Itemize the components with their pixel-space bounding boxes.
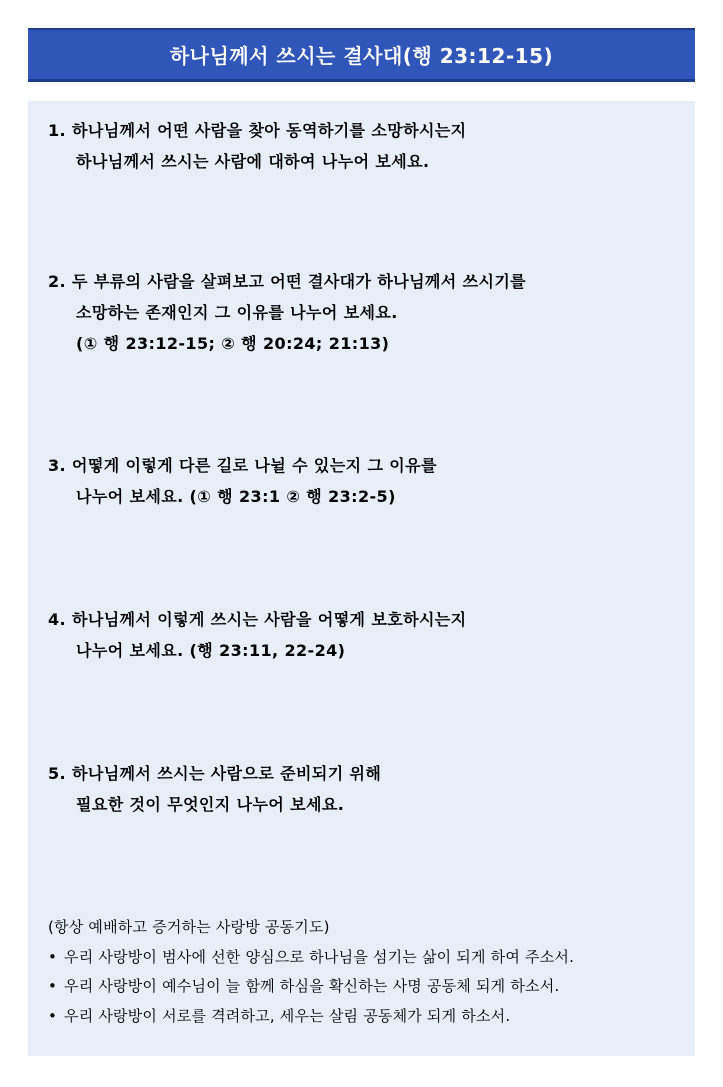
prayer-section [48, 913, 688, 1031]
question-2-line-2: 소망하는 존재인지 그 이유를 나누어 보세요. [76, 303, 398, 322]
question-4-line-2: 나누어 보세요. (행 23:11, 22-24) [76, 641, 346, 660]
question-5 [48, 758, 688, 820]
bullet-icon: • [48, 1006, 58, 1025]
question-2-line-1: 2. 두 부류의 사람을 살펴보고 어떤 결사대가 하나님께서 쓰시기를 [48, 272, 527, 291]
question-2-line-3: (① 행 23:12-15; ② 행 20:24; 21:13) [76, 334, 390, 353]
prayer-item-text: 우리 사랑방이 예수님이 늘 함께 하심을 확신하는 사명 공동체 되게 하소서. [64, 977, 560, 995]
bullet-icon: • [48, 947, 58, 966]
bullet-icon: • [48, 977, 58, 995]
prayer-item [48, 972, 688, 1002]
question-5-line-2: 필요한 것이 무엇인지 나누어 보세요. [76, 795, 345, 814]
prayer-item-text: 우리 사랑방이 범사에 선한 양심으로 하나님을 섬기는 삶이 되게 하여 주소서. [64, 947, 575, 966]
prayer-item [48, 943, 688, 973]
question-1-line-2: 하나님께서 쓰시는 사람에 대하여 나누어 보세요. [76, 152, 430, 171]
question-1-line-1: 1. 하나님께서 어떤 사람을 찾아 동역하기를 소망하시는지 [48, 121, 467, 140]
question-2 [48, 266, 688, 359]
question-1 [48, 115, 688, 177]
question-3-line-1: 3. 어떻게 이렇게 다른 길로 나뉠 수 있는지 그 이유를 [48, 456, 437, 475]
page-title: 하나님께서 쓰시는 결사대(행 23:12-15) [169, 44, 554, 68]
prayer-item [48, 1002, 688, 1032]
prayer-item-text: 우리 사랑방이 서로를 격려하고, 세우는 살림 공동체가 되게 하소서. [64, 1006, 511, 1025]
title-banner [28, 28, 695, 82]
worksheet-body [28, 101, 695, 1056]
prayer-heading: (항상 예배하고 증거하는 사랑방 공동기도) [48, 918, 330, 936]
question-5-line-1: 5. 하나님께서 쓰시는 사람으로 준비되기 위해 [48, 764, 382, 783]
question-4 [48, 604, 688, 666]
question-3-line-2: 나누어 보세요. (① 행 23:1 ② 행 23:2-5) [76, 487, 396, 506]
question-3 [48, 450, 688, 512]
question-4-line-1: 4. 하나님께서 이렇게 쓰시는 사람을 어떻게 보호하시는지 [48, 610, 467, 629]
